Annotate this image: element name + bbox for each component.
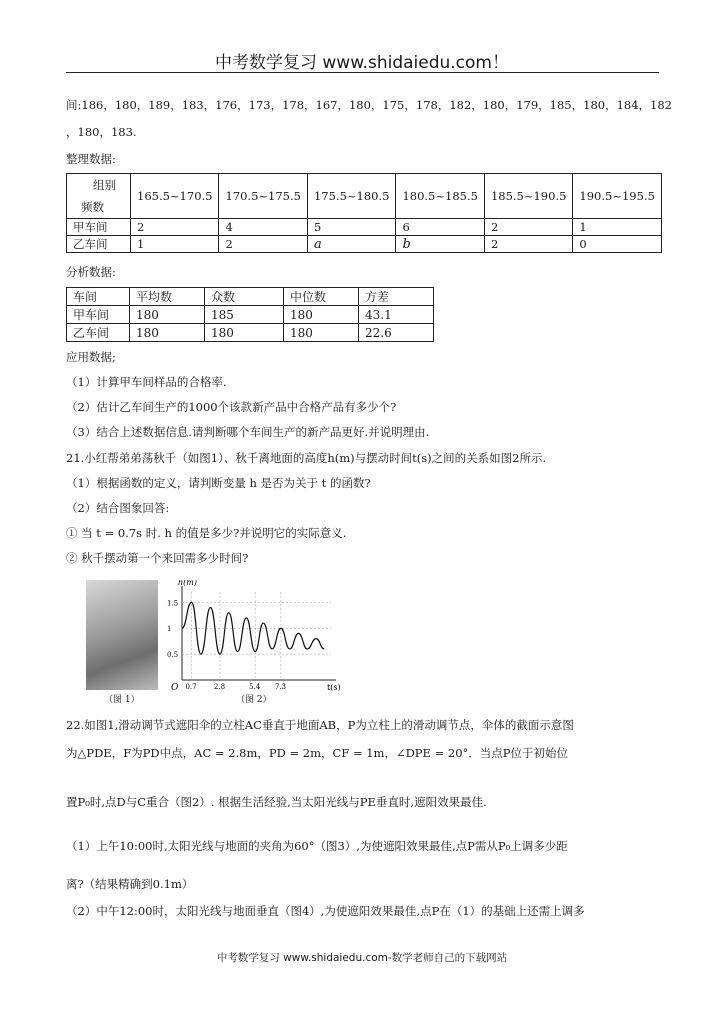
origin-label: O: [171, 683, 179, 693]
table2-header: 方差: [359, 288, 434, 306]
table1-corner-bottom: 频数: [81, 200, 104, 214]
q21-figure: [86, 580, 356, 705]
figure1-caption: （图 1）: [104, 695, 140, 705]
analysis-heading: 分析数据:: [66, 265, 116, 279]
table1-cell: 1: [131, 236, 219, 253]
x-axis-label: t(s): [327, 683, 341, 692]
table2-row: [67, 306, 434, 324]
table2-cell: 180: [284, 324, 359, 342]
table2-cell: 180: [205, 324, 284, 342]
table2-cell: 180: [130, 324, 205, 342]
table1-col-header: 180.5~185.5: [396, 174, 484, 219]
q21-part2a: ① 当 t = 0.7s 时. h 的值是多少?并说明它的实际意义.: [66, 526, 347, 540]
table1-cell: 2: [484, 236, 572, 253]
table2-cell: 甲车间: [67, 306, 130, 324]
table2-cell: 185: [205, 306, 284, 324]
q21-part1: （1）根据函数的定义，请判断变量 h 是否为关于 t 的函数?: [66, 476, 371, 490]
q22-line-5: 离?（结果精确到0.1m）: [66, 877, 194, 891]
q22-line-4: （1）上午10:00时,太阳光线与地面的夹角为60°（图3）,为使遮阳效果最佳,点P需从P₀上调多少距: [66, 839, 568, 853]
table2-cell: 180: [130, 306, 205, 324]
table2-cell: 180: [284, 306, 359, 324]
y-tick-label: 1: [167, 625, 172, 634]
page-footer: 中考数学复习 www.shidaiedu.com-数学老师自己的下载网站: [216, 952, 508, 964]
y-axis-label: h(m): [178, 580, 197, 587]
table1-cell-a: a: [307, 236, 395, 253]
table1-cell: 1: [573, 219, 661, 236]
table2-header: 众数: [205, 288, 284, 306]
q20-part1: （1）计算甲车间样品的合格率.: [66, 375, 227, 389]
table1-col-header: 190.5~195.5: [573, 174, 661, 219]
swing-photo: [86, 580, 158, 690]
table1-row: [67, 236, 662, 253]
table1-cell-b: b: [396, 236, 484, 253]
table2-header: 平均数: [130, 288, 205, 306]
table2-row: [67, 324, 434, 342]
figure2-caption: （图 2）: [236, 695, 272, 705]
table2-cell: 43.1: [359, 306, 434, 324]
table1-cell: 5: [307, 219, 395, 236]
q20-part3: （3）结合上述数据信息.请判断哪个车间生产的新产品更好.并说明理由.: [66, 425, 430, 439]
table1-cell: 2: [131, 219, 219, 236]
table1-col-header: 175.5~180.5: [307, 174, 395, 219]
table1-col-header: 170.5~175.5: [219, 174, 307, 219]
table1-corner-cell: [67, 174, 131, 219]
table2-header-row: [67, 288, 434, 306]
q20-part2: （2）估计乙车间生产的1000个该款新产品中合格产品有多少个?: [66, 400, 397, 414]
frequency-table: [66, 173, 662, 253]
table1-row-label: 甲车间: [67, 219, 131, 236]
table1-col-header: 165.5~170.5: [131, 174, 219, 219]
table2-cell: 乙车间: [67, 324, 130, 342]
table2-cell: 22.6: [359, 324, 434, 342]
table2-header: 车间: [67, 288, 130, 306]
q21-part2b: ② 秋千摆动第一个来回需多少时间?: [66, 551, 249, 565]
q21-part2: （2）结合图象回答:: [66, 501, 170, 515]
x-tick-label: 0.7: [185, 683, 197, 691]
data-list-line-1: 间:186，180，189，183，176，173，178，167，180，175，178，182，180，179，185，180，184，182: [66, 98, 672, 112]
statistics-table: [66, 287, 434, 342]
table1-cell: 2: [484, 219, 572, 236]
q22-line-1: 22.如图1,滑动调节式遮阳伞的立柱AC垂直于地面AB，P为立柱上的滑动调节点，伞体的截面示意图: [66, 718, 574, 732]
table1-corner-top: 组别: [93, 178, 116, 192]
table1-cell: 2: [219, 236, 307, 253]
q22-line-3: 置P₀时,点D与C重合（图2）. 根据生活经验,当太阳光线与PE垂直时,遮阳效果最佳.: [66, 795, 487, 809]
table1-cell: 6: [396, 219, 484, 236]
header-rule: [66, 72, 659, 73]
x-tick-label: 5.4: [249, 683, 261, 691]
y-tick-label: 0.5: [167, 651, 179, 660]
x-tick-label: 2.8: [213, 683, 226, 691]
y-tick-label: 1.5: [167, 599, 179, 608]
swing-height-chart: [166, 580, 346, 705]
table1-cell: 4: [219, 219, 307, 236]
table1-cell: 0: [573, 236, 661, 253]
table1-col-header: 185.5~190.5: [484, 174, 572, 219]
table2-header: 中位数: [284, 288, 359, 306]
q21-stem: 21.小红帮弟弟荡秋千（如图1）、秋千离地面的高度h(m)与摆动时间t(s)之间的关系如图2所示.: [66, 451, 547, 465]
x-tick-label: 7.3: [274, 683, 287, 691]
q22-line-2: 为△PDE，F为PD中点，AC = 2.8m，PD = 2m，CF = 1m，∠DPE = 20°．当点P位于初始位: [66, 746, 569, 760]
q22-line-6: （2）中午12:00时，太阳光线与地面垂直（图4）,为使遮阳效果最佳,点P在（1）的基础上还需上调多: [66, 904, 585, 918]
data-list-line-2: ，180，183.: [66, 125, 137, 139]
table1-row: [67, 219, 662, 236]
page-header: 中考数学复习 www.shidaiedu.com！: [215, 53, 509, 73]
organize-heading: 整理数据:: [66, 152, 116, 166]
apply-heading: 应用数据;: [66, 350, 116, 364]
table1-row-label: 乙车间: [67, 236, 131, 253]
